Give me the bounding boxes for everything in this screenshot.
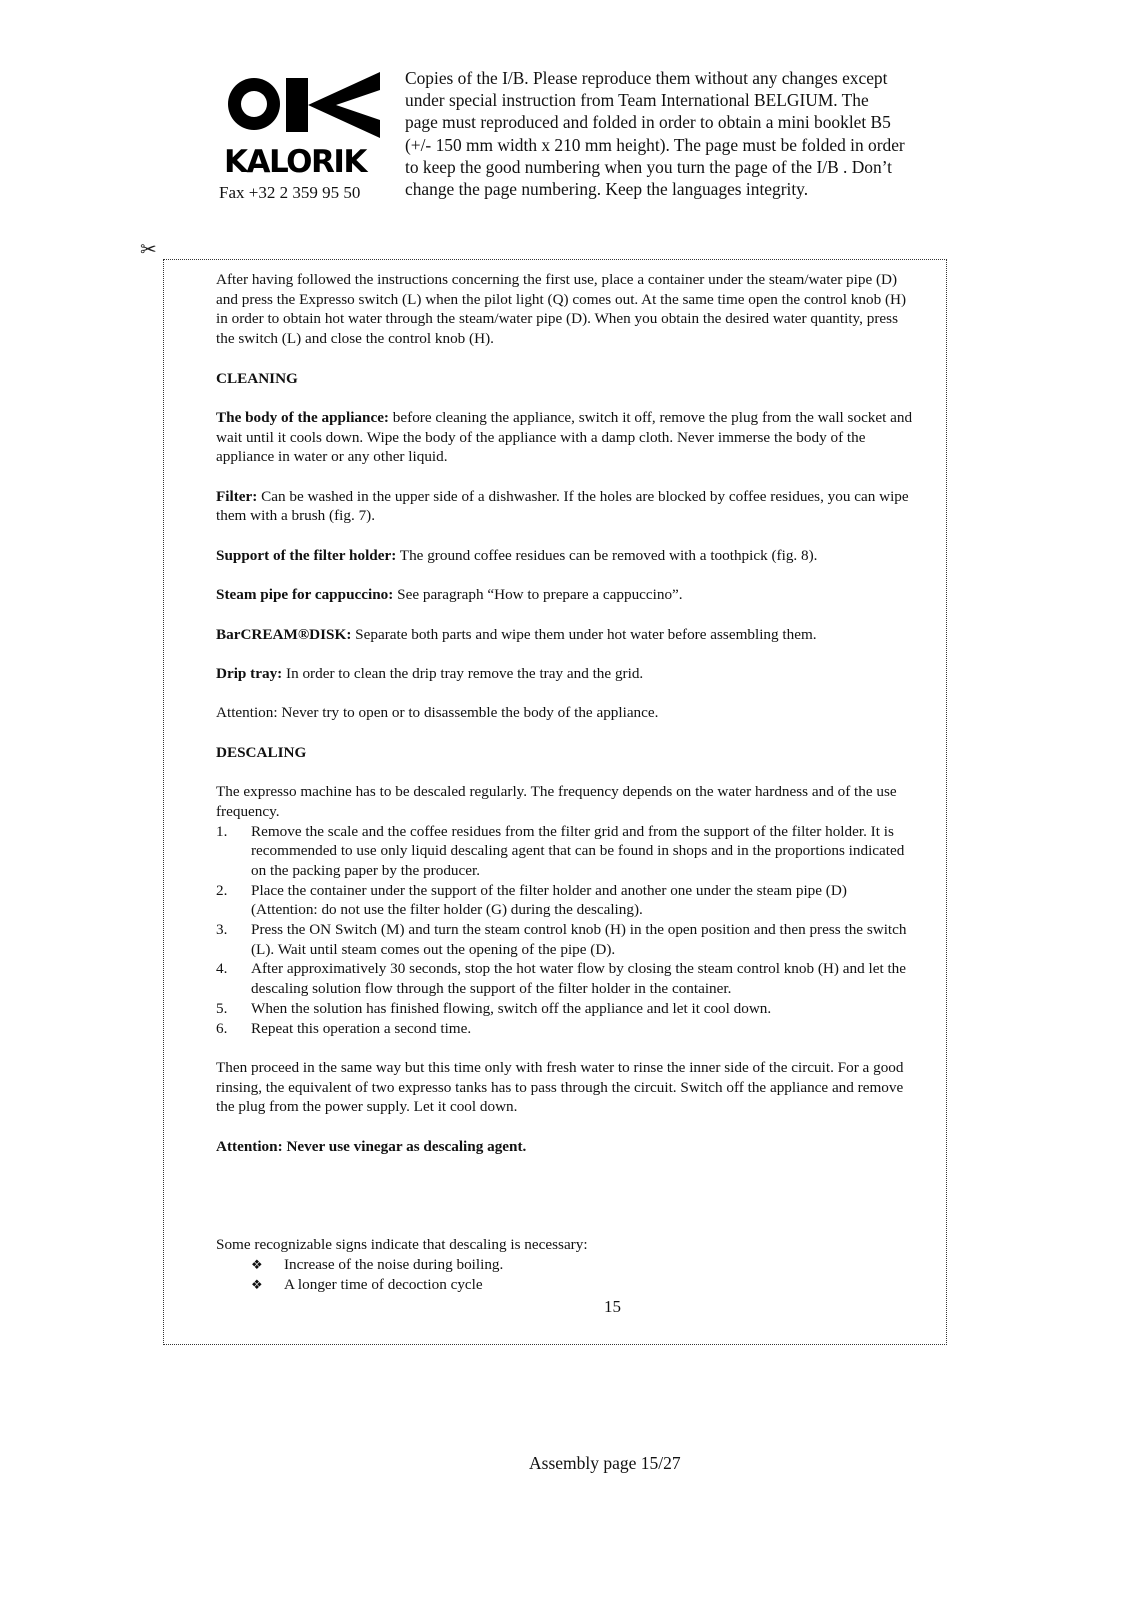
assembly-page-footer: Assembly page 15/27	[529, 1453, 681, 1473]
item-text: The ground coffee residues can be removed with a toothpick (fig. 8).	[396, 546, 818, 564]
list-item	[251, 1255, 916, 1275]
item-label: The body of the appliance:	[216, 408, 389, 426]
diamond-bullet-icon: ❖	[251, 1257, 263, 1273]
item-text: before cleaning the appliance, switch it off, remove the plug from the wall socket and wait until it cools down. Wipe the body of the appliance with a damp cloth. Never immerse the body of the appliance in water or any other liquid.	[216, 408, 913, 466]
step-text: Press the ON Switch (M) and turn the steam control knob (H) in the open position and then press the switch (L). Wait until steam comes out the opening of the pipe (D).	[251, 921, 907, 958]
scissors-icon: ✂	[140, 239, 157, 261]
step-text: Remove the scale and the coffee residues from the filter grid and from the support of the filter holder. It is recommended to use only liquid descaling agent that can be found in shops and in the proportions indicated on the packing paper by the producer.	[251, 822, 905, 879]
cleaning-steam-pipe	[216, 585, 916, 605]
item-text: Separate both parts and wipe them under hot water before assembling them.	[351, 625, 817, 643]
step-text: Repeat this operation a second time.	[251, 1019, 472, 1037]
reproduction-instructions: Copies of the I/B. Please reproduce them without any changes except under special instruction from Team International BELGIUM. The page must reproduced and folded in order to obtain a mini booklet B5 (+/- 150 mm width x 210 mm height). The page must be folded in order to keep the good numbering when you turn the page of the I/B . Don’t change the page numbering. Keep the languages integrity.	[405, 68, 905, 200]
item-text: In order to clean the drip tray remove the tray and the grid.	[282, 664, 644, 682]
page-number: 15	[604, 1297, 621, 1316]
step-number: 5.	[216, 999, 228, 1017]
list-item	[216, 920, 916, 959]
item-text: See paragraph “How to prepare a cappuccino”.	[393, 586, 683, 604]
step-number: 3.	[216, 921, 228, 939]
step-text: Place the container under the support of the filter holder and another one under the steam pipe (D) (Attention: do not use the filter holder (G) during the descaling).	[251, 881, 847, 919]
cleaning-heading: CLEANING	[216, 369, 298, 387]
fax-number: Fax +32 2 359 95 50	[219, 183, 361, 202]
step-text: When the solution has finished flowing, switch off the appliance and let it cool down.	[251, 999, 772, 1017]
list-item	[251, 1275, 916, 1295]
cleaning-barcream	[216, 625, 916, 645]
sign-text: A longer time of decoction cycle	[284, 1275, 483, 1293]
item-label: BarCREAM®DISK:	[216, 625, 352, 643]
cleaning-attention: Attention: Never try to open or to disassemble the body of the appliance.	[216, 704, 659, 722]
step-number: 1.	[216, 822, 228, 840]
list-item	[216, 822, 916, 881]
descaling-heading: DESCALING	[216, 743, 307, 761]
step-text: After approximatively 30 seconds, stop the hot water flow by closing the steam control knob (H) and let the descaling solution flow through the support of the filter holder in the container.	[251, 960, 907, 998]
step-number: 4.	[216, 960, 228, 978]
descaling-steps	[216, 822, 916, 1039]
step-number: 6.	[216, 1019, 228, 1037]
item-label: Steam pipe for cappuccino:	[216, 586, 394, 604]
cleaning-body	[216, 408, 916, 467]
sign-text: Increase of the noise during boiling.	[284, 1256, 504, 1274]
item-label: Filter:	[216, 487, 258, 505]
intro-paragraph: After having followed the instructions concerning the first use, place a container under the steam/water pipe (D) and press the Expresso switch (L) when the pilot light (Q) comes out. At the same time open the control knob (H) in order to obtain hot water through the steam/water pipe (D). When you obtain the desired water quantity, press the switch (L) and close the control knob (H).	[216, 271, 907, 348]
cleaning-support	[216, 546, 916, 566]
cleaning-filter	[216, 487, 916, 526]
svg-text:KALORIK: KALORIK	[224, 144, 366, 176]
kalorik-logo	[224, 70, 386, 176]
descaling-intro: The expresso machine has to be descaled regularly. The frequency depends on the water hardness and of the use frequency.	[216, 783, 897, 820]
signs-intro: Some recognizable signs indicate that descaling is necessary:	[216, 1236, 588, 1254]
diamond-bullet-icon: ❖	[251, 1276, 263, 1292]
item-label: Drip tray:	[216, 664, 283, 682]
rinse-paragraph: Then proceed in the same way but this time only with fresh water to rinse the inner side of the circuit. For a good rinsing, the equivalent of two expresso tanks has to pass through the circuit. Switch off the appliance and remove the plug from the power supply. Let it cool down.	[216, 1058, 904, 1116]
cleaning-drip-tray	[216, 664, 916, 684]
list-item	[216, 999, 916, 1019]
list-item	[216, 959, 916, 998]
step-number: 2.	[216, 881, 228, 899]
vinegar-warning	[216, 1137, 916, 1157]
item-text: Can be washed in the upper side of a dishwasher. If the holes are blocked by coffee residues, you can wipe them with a brush (fig. 7).	[216, 487, 909, 525]
list-item	[216, 1019, 916, 1039]
list-item	[216, 881, 916, 920]
vinegar-warning-text: Attention: Never use vinegar as descaling agent.	[216, 1137, 527, 1155]
item-label: Support of the filter holder:	[216, 546, 397, 564]
page-content	[216, 270, 916, 1295]
descaling-signs	[216, 1255, 916, 1294]
